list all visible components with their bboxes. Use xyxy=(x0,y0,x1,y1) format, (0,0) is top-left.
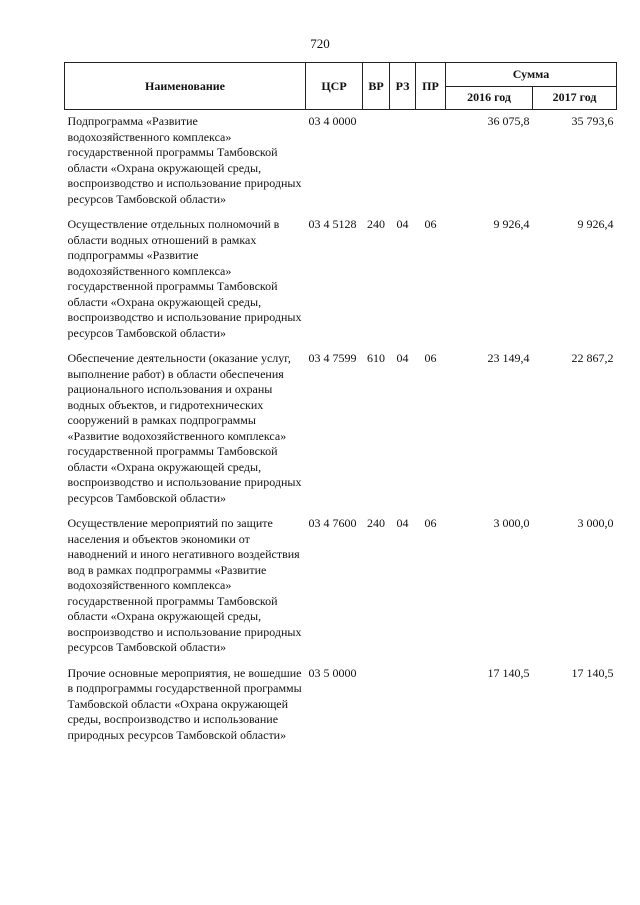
row-sum-2016: 36 075,8 xyxy=(487,114,530,128)
row-sum-2016: 3 000,0 xyxy=(493,516,530,530)
header-sum: Сумма xyxy=(446,63,617,87)
row-name: Прочие основные мероприятия, не вошедшие в подпрограммы государственной программы Тамбовской области «Охрана окружающей среды, воспроизводство и использование природных ресурсов Тамбовской области» xyxy=(67,665,302,742)
row-csr: 03 4 7600 xyxy=(308,516,357,530)
header-pr: ПР xyxy=(416,63,446,110)
row-name: Осуществление отдельных полномочий в области водных отношений в рамках подпрограммы «Развитие водохозяйственного комплекса» государственной программы Тамбовской области «Охрана окружающей среды, воспроизводство и использование природных ресурсов Тамбовской области» xyxy=(67,217,302,340)
row-csr: 03 4 5128 xyxy=(308,217,357,231)
header-rz: РЗ xyxy=(390,63,416,110)
row-sum-2016: 9 926,4 xyxy=(493,217,530,231)
table-row xyxy=(65,110,617,214)
header-vr: ВР xyxy=(363,63,390,110)
row-rz: 04 xyxy=(396,516,409,530)
table-row xyxy=(65,213,617,347)
table-row xyxy=(65,662,617,750)
page-number: 720 xyxy=(310,36,330,51)
row-name: Обеспечение деятельности (оказание услуг, выполнение работ) в области обеспечения рационального использования и охраны водных объектов, и гидротехнических сооружений в рамках подпрограммы «Развитие водохозяйственного комплекса» государственной программы Тамбовской области «Охрана окружающей среды, воспроизводство и использование природных ресурсов Тамбовской области» xyxy=(67,351,302,505)
row-pr xyxy=(416,110,446,214)
row-vr: 240 xyxy=(367,516,385,530)
row-rz xyxy=(390,662,416,750)
row-sum-2017: 3 000,0 xyxy=(577,516,614,530)
row-pr: 06 xyxy=(424,516,437,530)
row-rz: 04 xyxy=(396,351,409,365)
row-sum-2017: 22 867,2 xyxy=(571,351,614,365)
row-name: Осуществление мероприятий по защите населения и объектов экономики от наводнений и иного негативного воздействия вод в рамках подпрограммы «Развитие водохозяйственного комплекса» государственной программы Тамбовской области «Охрана окружающей среды, воспроизводство и использование природных ресурсов Тамбовской области» xyxy=(67,516,302,654)
row-sum-2017: 9 926,4 xyxy=(577,217,614,231)
row-csr: 03 4 0000 xyxy=(308,114,357,128)
row-sum-2017: 35 793,6 xyxy=(571,114,614,128)
row-sum-2016: 23 149,4 xyxy=(487,351,530,365)
table-row xyxy=(65,512,617,662)
row-pr: 06 xyxy=(424,351,437,365)
row-csr: 03 5 0000 xyxy=(308,665,357,680)
header-csr: ЦСР xyxy=(306,63,363,110)
row-vr: 240 xyxy=(367,217,385,231)
row-pr: 06 xyxy=(424,217,437,231)
row-csr: 03 4 7599 xyxy=(308,351,357,365)
row-vr xyxy=(363,662,390,750)
row-sum-2017: 17 140,5 xyxy=(571,665,614,680)
row-vr xyxy=(363,110,390,214)
header-year-2016: 2016 год xyxy=(446,86,533,110)
budget-table xyxy=(64,62,617,749)
row-name: Подпрограмма «Развитие водохозяйственного комплекса» государственной программы Тамбовской области «Охрана окружающей среды, воспроизводство и использование природных ресурсов Тамбовской области» xyxy=(67,114,302,206)
table-row xyxy=(65,347,617,512)
header-year-2017: 2017 год xyxy=(533,86,617,110)
row-vr: 610 xyxy=(367,351,385,365)
row-sum-2016: 17 140,5 xyxy=(487,665,530,680)
row-rz xyxy=(390,110,416,214)
header-name: Наименование xyxy=(65,63,306,110)
row-rz: 04 xyxy=(396,217,409,231)
row-pr xyxy=(416,662,446,750)
